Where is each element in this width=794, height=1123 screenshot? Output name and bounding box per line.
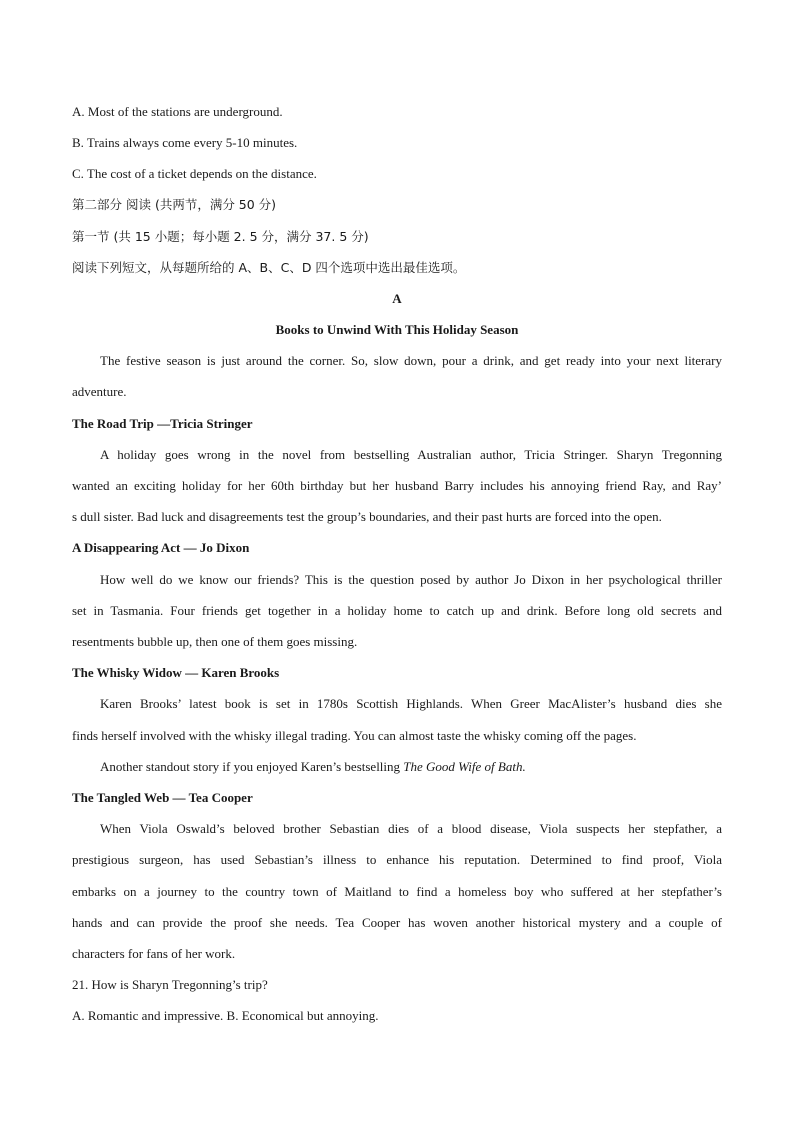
book-heading: A Disappearing Act — Jo Dixon [72,540,250,555]
book-text-line: set in Tasmania. Four friends get together in a holiday home to catch up and drink. Before long old secrets and [72,603,722,618]
book-text-line: How well do we know our friends? This is the question posed by author Jo Dixon in her psychological thriller [100,572,722,587]
book-text-line: A holiday goes wrong in the novel from bestselling Australian author, Tricia Stringer. Sharyn Tregonning [100,447,722,462]
question-stem: 21. How is Sharyn Tregonning’s trip? [72,977,268,992]
book-text-line: characters for fans of her work. [72,946,236,961]
passage-label: A [392,291,402,306]
book-text-line: hands and can provide the proof she needs. Tea Cooper has woven another historical mystery and a couple of [72,915,722,930]
book-text-line: wanted an exciting holiday for her 60th birthday but her husband Barry includes his annoying friend Ray, and Ray’ [72,478,722,493]
book-extra-line [100,759,722,775]
book-text-line: When Viola Oswald’s beloved brother Sebastian dies of a blood disease, Viola suspects her stepfather, a [100,821,722,836]
book-heading: The Road Trip —Tricia Stringer [72,416,253,431]
book-extra-title: The Good Wife of Bath. [403,759,526,774]
book-extra-prefix: Another standout story if you enjoyed Karen’s bestselling [100,759,404,774]
book-text-line: embarks on a journey to the country town of Maitland to find a homeless boy who suffered at her stepfather’s [72,884,722,899]
passage-title: Books to Unwind With This Holiday Season [275,322,519,337]
book-heading: The Whisky Widow — Karen Brooks [72,665,280,680]
book-text-line: s dull sister. Bad luck and disagreements test the group’s boundaries, and their past hurts are forced into the open. [72,509,662,524]
part-title: 第二部分 阅读 (共两节，满分 50 分) [72,197,277,212]
book-text-line: Karen Brooks’ latest book is set in 1780s Scottish Highlands. When Greer MacAlister’s husband dies she [100,696,722,711]
book-text-line: prestigious surgeon, has used Sebastian’s illness to enhance his reputation. Determined to find proof, Viola [72,852,722,867]
book-heading: The Tangled Web — Tea Cooper [72,790,253,805]
question-options: A. Romantic and impressive. B. Economical but annoying. [72,1008,379,1023]
subsection-title: 第一节 (共 15 小题；每小题 2. 5 分，满分 37. 5 分) [72,229,369,244]
intro-line: adventure. [72,384,127,399]
reading-instruction: 阅读下列短文，从每题所给的 A、B、C、D 四个选项中选出最佳选项。 [72,260,466,275]
book-text-line: resentments bubble up, then one of them goes missing. [72,634,358,649]
book-text-line: finds herself involved with the whisky illegal trading. You can almost taste the whisky coming off the pages. [72,728,637,743]
option-a: A. Most of the stations are underground. [72,104,283,119]
option-b: B. Trains always come every 5-10 minutes. [72,135,298,150]
option-c: C. The cost of a ticket depends on the distance. [72,166,317,181]
intro-line: The festive season is just around the corner. So, slow down, pour a drink, and get ready into your next literary [100,353,722,368]
